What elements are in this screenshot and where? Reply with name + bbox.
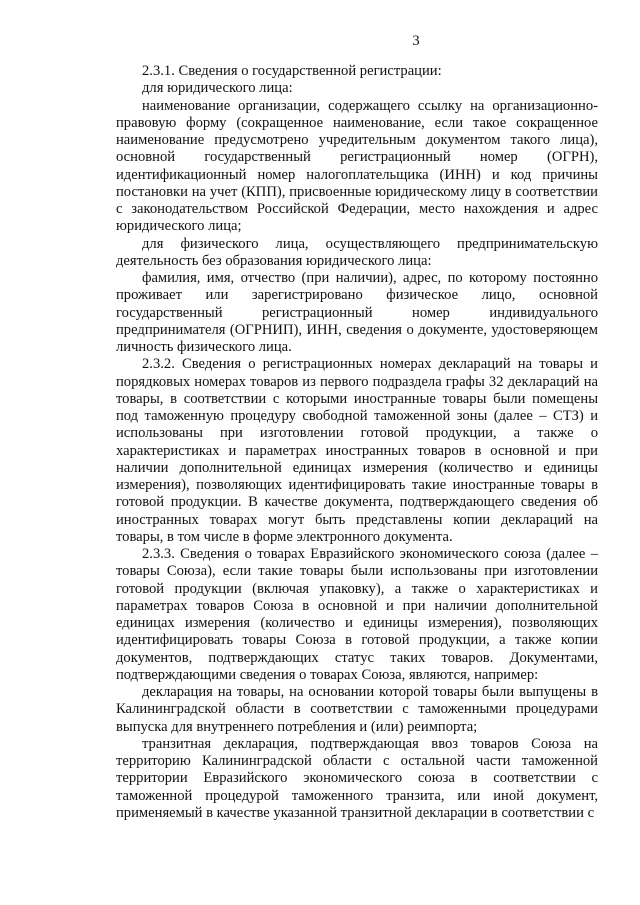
paragraph-goods-declaration: декларация на товары, на основании которой товары были выпущены в Калининградской области в соответствии с таможенными процедурами выпуска для внутреннего потребления и (или) реимпорта;: [116, 684, 598, 735]
page-number: 3: [412, 33, 420, 49]
paragraph-transit-declaration: транзитная декларация, подтверждающая ввоз товаров Союза на территорию Калининградской области с остальной части таможенной территории Евразийского экономического союза в соответствии с таможенной процедурой таможенного транзита, или иной документ, применяемый в качестве указанной транзитной декларации в соответствии с: [116, 735, 598, 821]
paragraph-section-2-3-2: 2.3.2. Сведения о регистрационных номерах деклараций на товары и порядковых номерах товаров из первого подраздела графы 32 деклараций на товары, в соответствии с которыми иностранные товары были помещены под таможенную процедуру свободной таможенной зоны (далее – СТЗ) и использованы при изготовлении готовой продукции, а также о характеристиках и параметрах иностранных товаров в основной и при наличии дополнительной единицах измерения (количество и единицы измерения), позволяющих идентифицировать такие иностранные товары в готовой продукции. В качестве документа, подтверждающего сведения об иностранных товарах могут быть представлены копии деклараций на товары, в том числе в форме электронного документа.: [116, 356, 598, 545]
paragraph-individual-details: фамилия, имя, отчество (при наличии), адрес, по которому постоянно проживает или зарегистрировано физическое лицо, основной государственный регистрационный номер индивидуального предпринимателя (ОГРНИП), ИНН, сведения о документе, удостоверяющем личность физического лица.: [116, 270, 598, 355]
paragraph-section-2-3-1-heading: 2.3.1. Сведения о государственной регистрации:: [142, 63, 442, 79]
paragraph-individual-heading: для физического лица, осуществляющего предпринимательскую деятельность без образования юридического лица:: [116, 235, 598, 269]
paragraph-legal-entity-details: наименование организации, содержащего ссылку на организационно-правовую форму (сокращенное наименование, если такое сокращенное наименование предусмотрено учредительным документом такого лица), основной государственный регистрационный номер (ОГРН), идентификационный номер налогоплательщика (ИНН) и код причины постановки на учет (КПП), присвоенные юридическому лицу в соответствии с законодательством Российской Федерации, место нахождения и адрес юридического лица;: [116, 97, 598, 235]
document-body: [116, 63, 598, 822]
paragraph-legal-entity-heading: для юридического лица:: [142, 80, 293, 97]
paragraph-section-2-3-3: 2.3.3. Сведения о товарах Евразийского экономического союза (далее – товары Союза), если такие товары были использованы при изготовлении готовой продукции (включая упаковку), а также о характеристиках и параметрах товаров Союза в основной и при наличии дополнительной единицах измерения (количество и единицы измерения), позволяющих идентифицировать товары Союза в готовой продукции, а также копии документов, подтверждающих статус таких товаров. Документами, подтверждающими сведения о товарах Союза, являются, например:: [116, 546, 598, 683]
